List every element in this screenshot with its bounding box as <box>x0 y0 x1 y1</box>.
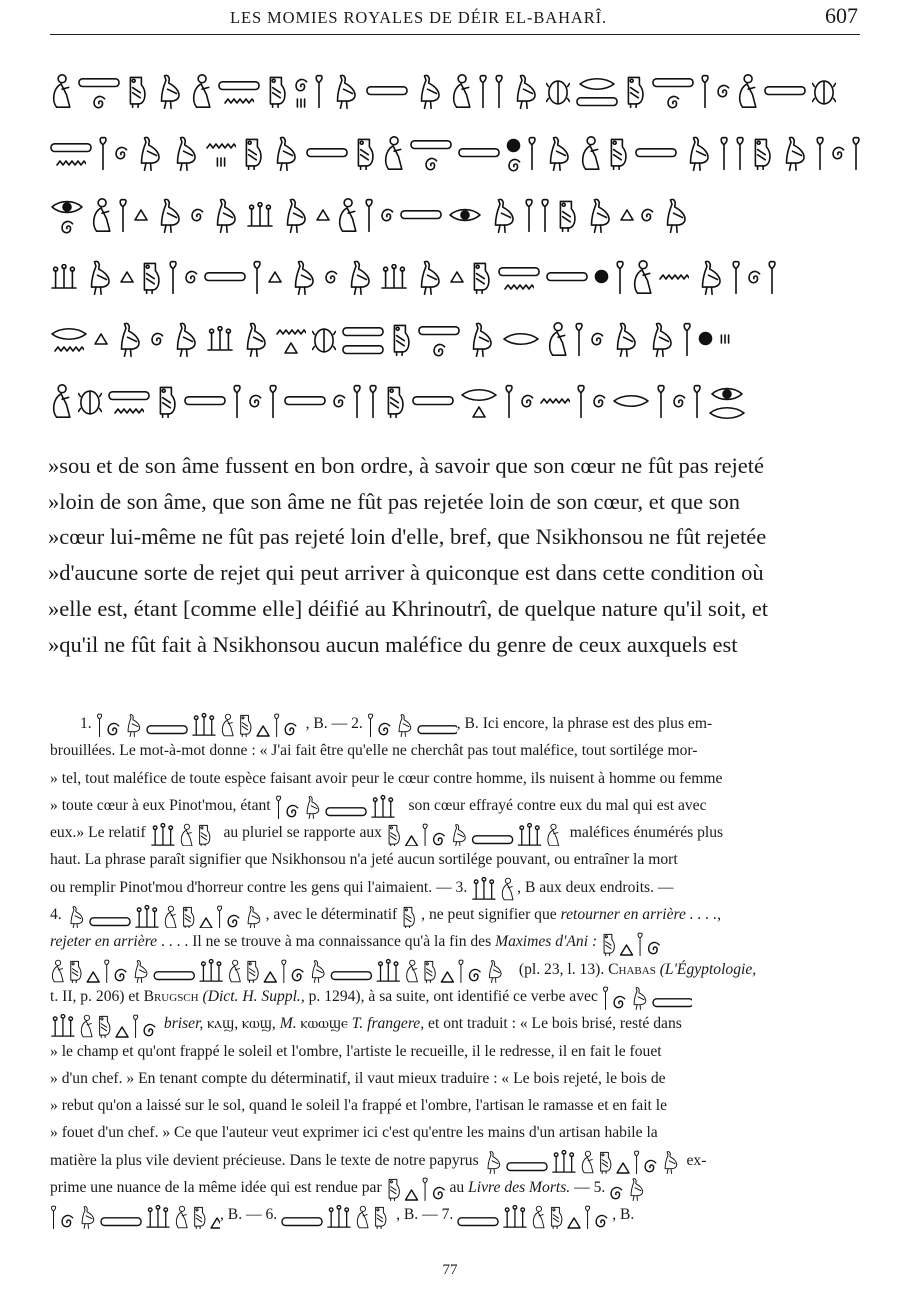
hieroglyph-icon <box>450 270 464 288</box>
hieroglyph-icon <box>779 135 809 176</box>
hieroglyph-icon <box>98 136 108 175</box>
hieroglyph-group-icon <box>281 1203 396 1229</box>
hieroglyph-icon <box>78 386 102 421</box>
hieroglyph-icon <box>736 73 758 114</box>
hieroglyph-icon <box>543 135 573 176</box>
hieroglyph-icon <box>206 326 234 357</box>
note-text: Brugsch <box>143 987 199 1005</box>
coptic-text: ⲕⲱⲱϣⲉ <box>300 1015 348 1033</box>
main-text-line: »sou et de son âme fussent en bon ordre, à savoir que son cœur ne fût pas rejeté <box>48 453 765 478</box>
hieroglyph-icon <box>594 269 609 289</box>
hieroglyph-icon <box>708 386 746 420</box>
note-text: — 5. <box>574 1179 606 1197</box>
hieroglyph-icon <box>270 135 300 176</box>
hieroglyph-icon <box>660 197 690 238</box>
footnote-line <box>50 956 870 983</box>
hieroglyph-icon <box>368 384 378 423</box>
note-text: Chabas <box>608 960 656 978</box>
hieroglyph-group-icon <box>457 1203 612 1229</box>
hieroglyph-group-icon <box>602 984 692 1010</box>
hieroglyph-icon <box>576 384 586 423</box>
hieroglyph-icon <box>524 198 534 237</box>
hieroglyph-icon <box>252 260 262 299</box>
hieroglyph-icon <box>240 321 270 362</box>
hieroglyph-icon <box>294 77 308 109</box>
hieroglyph-icon <box>280 197 310 238</box>
hieroglyph-icon <box>126 74 148 113</box>
hieroglyph-icon <box>232 384 242 423</box>
note-text: rejeter en arrière <box>50 933 158 951</box>
hieroglyph-group-icon <box>66 903 266 929</box>
hieroglyph-icon <box>418 324 460 358</box>
note-text: , B aux deux endroits. — <box>517 878 674 896</box>
footnote-line <box>50 792 870 819</box>
hieroglyph-icon <box>659 270 689 288</box>
hieroglyph-icon <box>692 384 702 423</box>
hieroglyph-icon <box>478 74 488 113</box>
main-text-line: »elle est, étant [comme elle] déifié au Khrinoutrî, de quelque nature qu'il soit, et <box>48 595 769 621</box>
hieroglyph-icon <box>134 208 148 226</box>
hieroglyph-icon <box>184 269 198 290</box>
hieroglyph-icon <box>607 136 629 175</box>
hieroglyph-icon <box>831 145 845 166</box>
hieroglyph-icon <box>382 135 404 176</box>
hieroglyph-icon <box>458 146 500 165</box>
hieroglyph-icon <box>652 76 694 110</box>
hieroglyph-icon <box>502 332 540 351</box>
hieroglyph-group-icon <box>150 821 220 847</box>
hieroglyph-icon <box>332 393 346 414</box>
hieroglyph-icon <box>168 260 178 299</box>
hieroglyph-line <box>50 310 865 372</box>
hieroglyph-icon <box>134 135 164 176</box>
note-text: t. II, p. 206) et <box>50 987 140 1005</box>
hieroglyph-group-icon <box>367 711 457 737</box>
hieroglyph-icon <box>316 208 330 226</box>
hieroglyph-group-icon <box>609 1175 654 1201</box>
hieroglyph-line <box>50 124 865 186</box>
hieroglyph-icon <box>584 197 614 238</box>
hieroglyph-line <box>50 248 865 310</box>
hieroglyph-icon <box>218 79 260 107</box>
hieroglyph-icon <box>620 208 634 226</box>
hieroglyph-icon <box>336 197 358 238</box>
determinative-legs-icon <box>401 903 421 929</box>
hieroglyph-line <box>50 186 865 248</box>
hieroglyph-icon <box>246 202 274 233</box>
hieroglyph-icon <box>312 324 336 359</box>
hieroglyph-icon <box>631 259 653 300</box>
note-text: Livre des Morts. <box>468 1179 571 1197</box>
hieroglyph-group-icon <box>96 711 306 737</box>
hieroglyph-icon <box>812 76 836 111</box>
hieroglyph-icon <box>414 73 444 114</box>
hieroglyph-icon <box>851 136 861 175</box>
footnote-line: » rebut qu'on a laissé sur le sol, quand le soleil l'a frappé et l'ombre, l'artisan le ramasse et en fait le <box>50 1097 668 1115</box>
footnote-line <box>50 819 870 846</box>
note-text: Maximes d'Ani : <box>495 933 598 951</box>
hieroglyph-icon <box>695 259 725 300</box>
note-text: , B. Ici encore, la phrase est des plus em- <box>456 715 713 732</box>
hieroglyph-icon <box>731 260 741 299</box>
hieroglyph-icon <box>288 259 318 300</box>
hieroglyph-icon <box>682 322 692 361</box>
note-text: (Dict. H. Suppl., <box>202 987 305 1005</box>
hieroglyph-icon <box>170 135 200 176</box>
hieroglyph-icon <box>460 388 498 418</box>
hieroglyph-icon <box>615 260 625 299</box>
hieroglyph-group-icon <box>386 1175 446 1201</box>
hieroglyph-icon <box>242 136 264 175</box>
hieroglyph-icon <box>414 259 444 300</box>
note-text: T. frangere, <box>351 1015 425 1033</box>
note-text: , B. <box>612 1206 635 1224</box>
note-text: (pl. 23, l. 13). <box>518 960 605 978</box>
hieroglyph-icon <box>546 321 568 362</box>
note-text: maléfices énumérés plus <box>569 824 724 842</box>
footnote-line: » fouet d'un chef. » Ce que l'auteur veut exprimer ici c'est qu'entre les mains d'un artisan habile la <box>50 1124 658 1142</box>
note-text: matière la plus vile devient précieuse. Dans le texte de notre papyrus <box>50 1151 479 1169</box>
hieroglyph-line <box>50 372 865 434</box>
footnote-line <box>50 1147 870 1174</box>
note-number: 1. <box>80 715 92 732</box>
hieroglyph-icon <box>735 136 745 175</box>
hieroglyph-icon <box>764 84 806 103</box>
footnotes <box>50 710 870 1229</box>
note-text: M. <box>279 1015 297 1033</box>
hieroglyph-icon <box>646 321 676 362</box>
hieroglyph-icon <box>50 199 84 235</box>
hieroglyph-icon <box>470 260 492 299</box>
footnote-line: » tel, tout maléfice de toute espèce faisant avoir peur le cœur contre homme, ils nuisent à homme ou femme <box>50 769 723 787</box>
hieroglyph-icon <box>498 265 540 293</box>
footnote-line <box>50 874 870 901</box>
hieroglyph-block <box>50 62 865 434</box>
hieroglyph-icon <box>540 394 570 412</box>
hieroglyph-icon <box>494 74 504 113</box>
hieroglyph-icon <box>683 135 713 176</box>
hieroglyph-icon <box>556 198 578 237</box>
footnote-line <box>50 710 870 737</box>
note-text: prime une nuance de la même idée qui est rendue par <box>50 1179 382 1197</box>
main-text-line: »d'aucune sorte de rejet qui peut arriver à quiconque est dans cette condition où <box>48 560 764 586</box>
hieroglyph-icon <box>510 73 540 114</box>
hieroglyph-icon <box>342 325 384 357</box>
hieroglyph-icon <box>747 269 761 290</box>
footnote-line <box>50 1010 870 1037</box>
hieroglyph-icon <box>719 332 731 350</box>
note-text: et ont traduit : « Le bois brisé, resté dans <box>428 1015 682 1033</box>
hieroglyph-icon <box>306 146 348 165</box>
hieroglyph-icon <box>276 328 306 354</box>
hieroglyph-icon <box>520 393 534 414</box>
coptic-text: ⲕⲁϣ, ⲕⲱϣ, <box>207 1015 276 1033</box>
note-text: (L'Égyptologie, <box>659 960 757 978</box>
hieroglyph-icon <box>324 269 338 290</box>
footnote-line: brouillées. Le mot-à-mot donne : « J'ai fait être qu'elle ne cherchât pas tout maléfice, tout sortilége mor- <box>50 742 698 760</box>
hieroglyph-icon <box>635 146 677 165</box>
hieroglyph-icon <box>466 321 496 362</box>
hieroglyph-icon <box>154 73 184 114</box>
hieroglyph-group-icon <box>50 1203 220 1229</box>
hieroglyph-icon <box>50 141 92 169</box>
hieroglyph-icon <box>390 322 412 361</box>
hieroglyph-icon <box>612 394 650 413</box>
hieroglyph-icon <box>156 384 178 423</box>
footnote-line: » le champ et qu'ont frappé le soleil et l'ombre, l'artiste le recueille, il le redresse, il en fait le fouet <box>50 1042 662 1060</box>
hieroglyph-icon <box>366 84 408 103</box>
hieroglyph-icon <box>170 321 200 362</box>
hieroglyph-icon <box>672 393 686 414</box>
hieroglyph-icon <box>610 321 640 362</box>
cartouche-icon <box>275 793 405 819</box>
running-title: LES MOMIES ROYALES DE DÉIR EL-BAHARÎ. <box>230 8 608 27</box>
hieroglyph-icon <box>384 384 406 423</box>
hieroglyph-icon <box>590 331 604 352</box>
hieroglyph-group-icon <box>386 821 566 847</box>
footnote-line <box>50 928 870 955</box>
hieroglyph-icon <box>150 331 164 352</box>
hieroglyph-icon <box>210 197 240 238</box>
hieroglyph-icon <box>140 260 162 299</box>
hieroglyph-icon <box>574 322 584 361</box>
note-text: , B. — 6. <box>220 1206 278 1224</box>
note-text: ou remplir Pinot'mou d'horreur contre les gens qui l'aimaient. — 3. <box>50 878 468 896</box>
hieroglyph-icon <box>284 394 326 413</box>
main-text-line: »loin de son âme, que son âme ne fût pas rejetée loin de son cœur, et que son <box>48 488 741 514</box>
hieroglyph-icon <box>488 197 518 238</box>
hieroglyph-icon <box>412 394 454 413</box>
hieroglyph-icon <box>576 77 618 109</box>
folio-signature: 77 <box>442 1262 458 1278</box>
hieroglyph-icon <box>190 207 204 228</box>
hieroglyph-icon <box>50 327 88 355</box>
note-text: retourner en arrière . . . ., <box>560 906 721 924</box>
note-text: ex- <box>682 1151 707 1169</box>
hieroglyph-group-icon <box>471 875 517 901</box>
hieroglyph-icon <box>716 83 730 104</box>
note-text: son cœur effrayé contre eux du mal qui est avec <box>408 796 707 814</box>
hieroglyph-group-icon <box>50 957 515 983</box>
footnote-line: » d'un chef. » En tenant compte du déterminatif, il vaut mieux traduire : « Le bois rejeté, le bois de <box>50 1069 666 1087</box>
hieroglyph-icon <box>700 74 710 113</box>
footnote-line <box>50 1201 870 1228</box>
running-head <box>50 0 860 35</box>
note-text: briser, <box>163 1015 204 1033</box>
hieroglyph-icon <box>506 138 521 173</box>
main-text-line: »cœur lui-même ne fût pas rejeté loin d'elle, bref, que Nsikhonsou ne fût rejetée <box>48 524 767 550</box>
hieroglyph-icon <box>120 270 134 288</box>
hieroglyph-group-icon <box>50 1012 160 1038</box>
footnote-line <box>50 983 870 1010</box>
page-number: 607 <box>825 3 858 28</box>
hieroglyph-icon <box>154 197 184 238</box>
hieroglyph-icon <box>90 197 112 238</box>
hieroglyph-icon <box>624 74 646 113</box>
hieroglyph-icon <box>400 208 442 227</box>
hieroglyph-icon <box>190 73 212 114</box>
footnote-line: haut. La phrase paraît signifier que Nsikhonsou n'a jeté aucun sortilége pouvant, ou entraîner la mort <box>50 851 678 869</box>
note-text: , avec le déterminatif <box>265 906 398 924</box>
hieroglyph-icon <box>751 136 773 175</box>
hieroglyph-icon <box>410 138 452 172</box>
hieroglyph-icon <box>352 384 362 423</box>
hieroglyph-icon <box>78 76 120 110</box>
hieroglyph-icon <box>114 145 128 166</box>
note-text: eux.» Le relatif <box>50 824 146 842</box>
note-text: . . . . Il ne se trouve à ma connaissance qu'à la fin des <box>157 933 496 951</box>
hieroglyph-icon <box>50 73 72 114</box>
hieroglyph-icon <box>204 270 246 289</box>
hieroglyph-icon <box>364 198 374 237</box>
hieroglyph-icon <box>354 136 376 175</box>
main-text <box>48 448 868 662</box>
hieroglyph-group-icon <box>483 1148 683 1174</box>
hieroglyph-icon <box>815 136 825 175</box>
note-text: » toute cœur à eux Pinot'mou, étant <box>50 796 271 814</box>
hieroglyph-icon <box>268 384 278 423</box>
hieroglyph-icon <box>330 73 360 114</box>
hieroglyph-icon <box>184 394 226 413</box>
hieroglyph-icon <box>114 321 144 362</box>
hieroglyph-icon <box>50 264 78 295</box>
footnote-line <box>50 901 870 928</box>
footnote-line <box>50 1174 870 1201</box>
note-text: , ne peut signifier que <box>421 906 557 924</box>
note-text: au <box>449 1179 465 1197</box>
hieroglyph-icon <box>592 393 606 414</box>
hieroglyph-icon <box>640 207 654 228</box>
hieroglyph-icon <box>540 198 550 237</box>
main-text-line: »qu'il ne fût fait à Nsikhonsou aucun maléfice du genre de ceux auxquels est <box>48 631 738 657</box>
hieroglyph-icon <box>206 142 236 168</box>
hieroglyph-icon <box>767 260 777 299</box>
hieroglyph-icon <box>527 136 537 175</box>
hieroglyph-icon <box>118 198 128 237</box>
hieroglyph-icon <box>448 207 482 228</box>
hieroglyph-icon <box>344 259 374 300</box>
hieroglyph-icon <box>504 384 514 423</box>
hieroglyph-icon <box>84 259 114 300</box>
note-text: au pluriel se rapporte aux <box>223 824 382 842</box>
note-text: p. 1294), à sa suite, ont identifié ce verbe avec <box>308 987 598 1005</box>
note-text: 4. <box>50 906 62 924</box>
hieroglyph-icon <box>450 73 472 114</box>
hieroglyph-icon <box>268 270 282 288</box>
note-text: , B. — 2. <box>305 715 363 732</box>
hieroglyph-icon <box>108 389 150 417</box>
note-text: , B. — 7. <box>396 1206 454 1224</box>
hieroglyph-icon <box>266 74 288 113</box>
hieroglyph-icon <box>656 384 666 423</box>
hieroglyph-icon <box>698 331 713 351</box>
hieroglyph-icon <box>94 332 108 350</box>
hieroglyph-icon <box>719 136 729 175</box>
hieroglyph-icon <box>579 135 601 176</box>
hieroglyph-icon <box>380 264 408 295</box>
hieroglyph-icon <box>314 74 324 113</box>
hieroglyph-icon <box>248 393 262 414</box>
hieroglyph-group-icon <box>601 930 661 956</box>
hieroglyph-icon <box>546 76 570 111</box>
hieroglyph-icon <box>50 383 72 424</box>
hieroglyph-icon <box>380 207 394 228</box>
hieroglyph-line <box>50 62 865 124</box>
hieroglyph-icon <box>546 270 588 289</box>
